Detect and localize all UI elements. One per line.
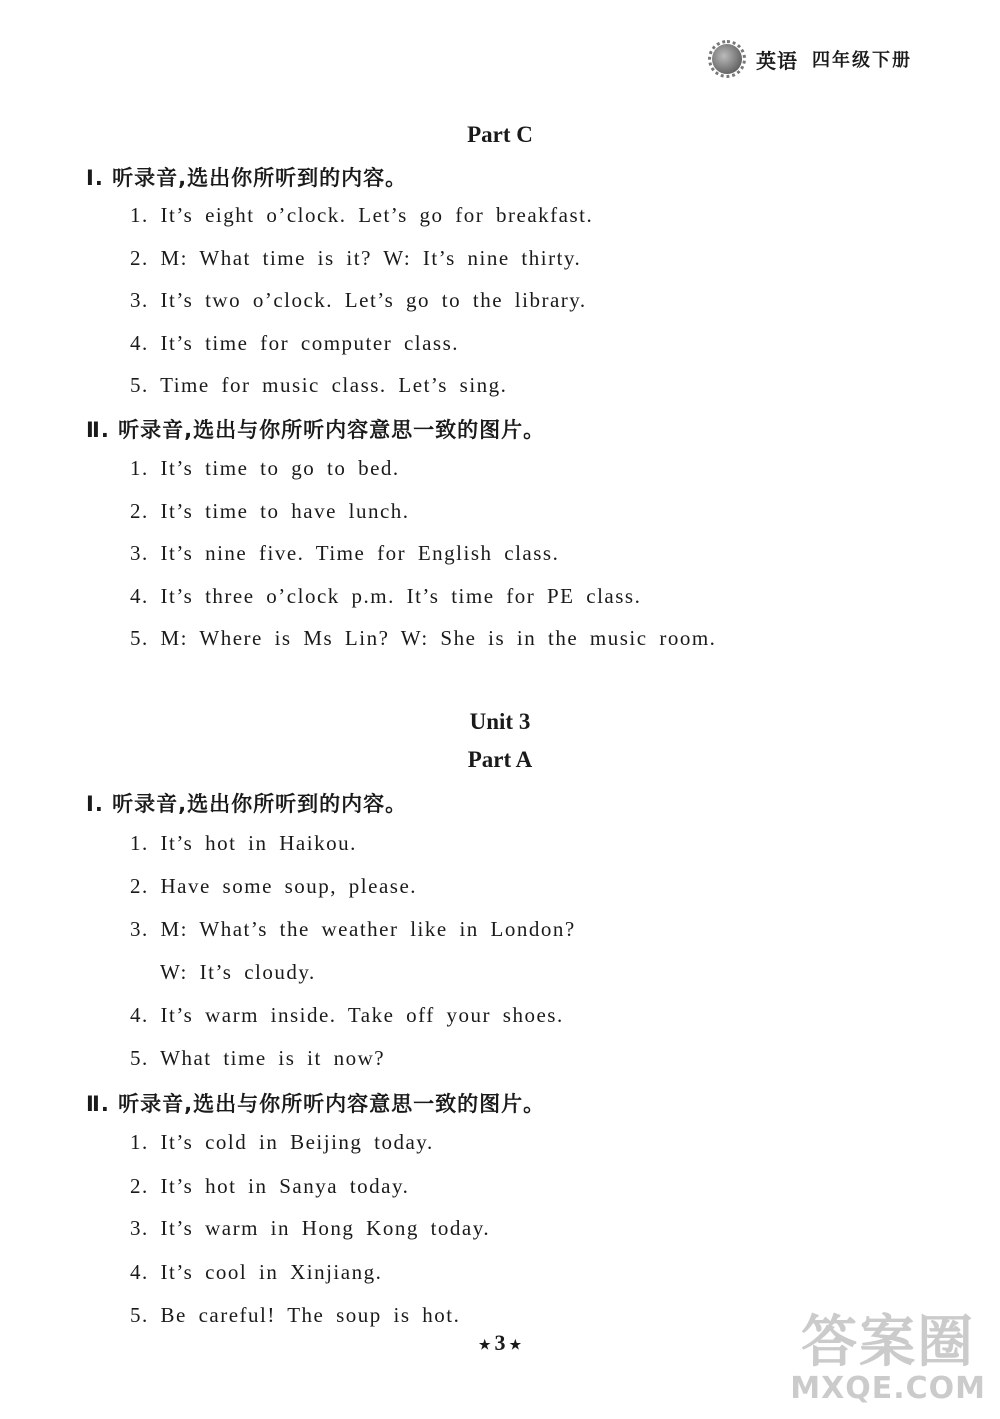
unit-3-title: Unit 3	[469, 709, 531, 734]
list-item: 2. It’s time to have lunch.	[130, 499, 410, 523]
unit-3-section-2-label: Ⅱ. 听录音,选出与你所听内容意思一致的图片。	[86, 1092, 546, 1116]
part-c-section-1-label: Ⅰ. 听录音,选出你所听到的内容。	[86, 166, 408, 190]
list-item: 3. M: What’s the weather like in London?	[130, 917, 576, 941]
unit-3-part-a-title: Part A	[467, 747, 533, 772]
list-item: 5. What time is it now?	[130, 1046, 386, 1070]
list-item: 1. It’s hot in Haikou.	[130, 831, 357, 855]
grade-label: 四年级下册	[812, 50, 912, 71]
subject-label: 英语	[756, 48, 798, 73]
list-item: 3. It’s warm in Hong Kong today.	[130, 1216, 491, 1240]
page-header	[712, 44, 912, 74]
list-item: 4. It’s time for computer class.	[130, 331, 460, 355]
list-item: 1. It’s cold in Beijing today.	[130, 1130, 434, 1154]
watermark	[790, 1310, 986, 1406]
watermark-text: 答案圈	[801, 1310, 976, 1375]
part-c-title: Part C	[467, 122, 533, 147]
list-item: 5. M: Where is Ms Lin? W: She is in the music room.	[130, 626, 717, 650]
list-item: 3. It’s nine five. Time for English class.	[130, 541, 560, 565]
part-c-section-2-label: Ⅱ. 听录音,选出与你所听内容意思一致的图片。	[86, 418, 546, 442]
list-item: 4. It’s three o’clock p.m. It’s time for PE class.	[130, 584, 642, 608]
list-item: 2. Have some soup, please.	[130, 874, 418, 898]
watermark-url: MXQE.COM	[790, 1371, 986, 1406]
list-item: 2. M: What time is it? W: It’s nine thirty.	[130, 246, 582, 270]
list-item: 1. It’s eight o’clock. Let’s go for breakfast.	[130, 203, 594, 227]
list-item: W: It’s cloudy.	[160, 960, 316, 984]
list-item: 5. Be careful! The soup is hot.	[130, 1303, 461, 1327]
unit-3-section-1-label: Ⅰ. 听录音,选出你所听到的内容。	[86, 792, 408, 816]
star-icon: ★	[478, 1336, 491, 1352]
list-item: 4. It’s warm inside. Take off your shoes.	[130, 1003, 564, 1027]
list-item: 3. It’s two o’clock. Let’s go to the library.	[130, 288, 587, 312]
sun-emblem-icon	[712, 44, 742, 74]
list-item: 1. It’s time to go to bed.	[130, 456, 400, 480]
star-icon: ★	[509, 1336, 522, 1352]
page-number-value: 3	[494, 1330, 506, 1355]
list-item: 2. It’s hot in Sanya today.	[130, 1174, 410, 1198]
list-item: 5. Time for music class. Let’s sing.	[130, 373, 508, 397]
list-item: 4. It’s cool in Xinjiang.	[130, 1260, 383, 1284]
